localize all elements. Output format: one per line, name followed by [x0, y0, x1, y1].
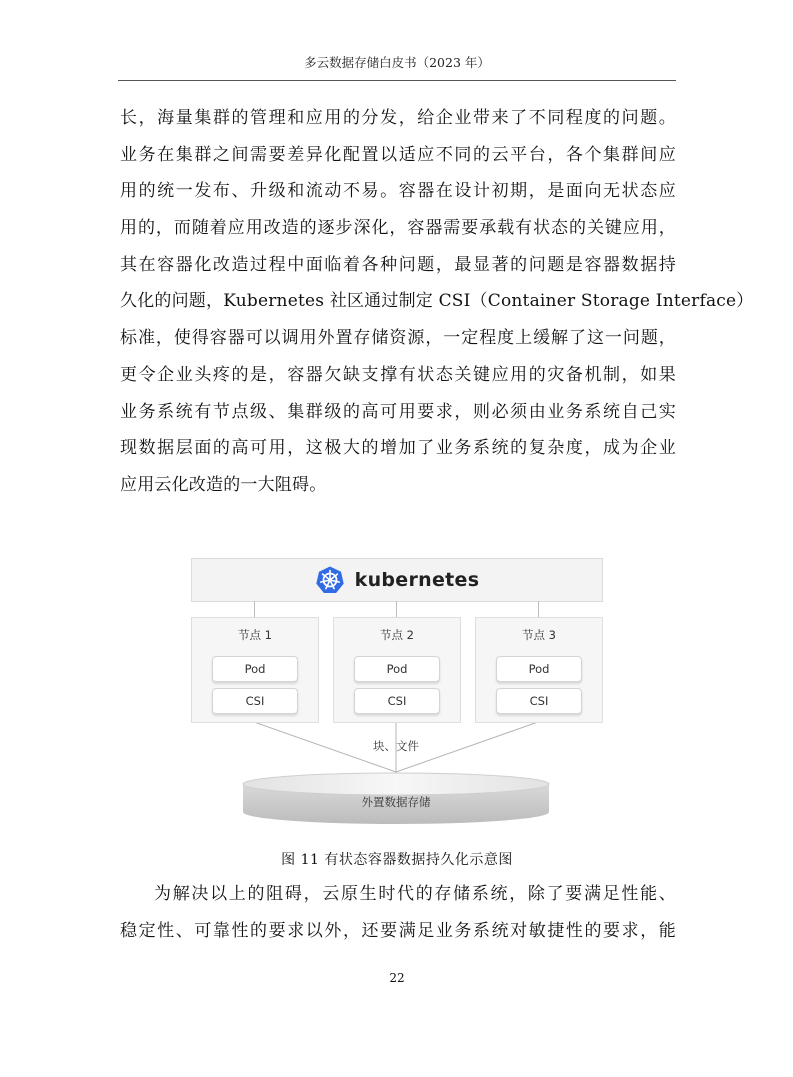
pod-box: Pod: [354, 656, 440, 682]
text-line: 应用云化改造的一大阻碍。: [120, 474, 327, 495]
page-number: 22: [389, 971, 405, 985]
text-line: 现数据层面的高可用，这极大的增加了业务系统的复杂度，成为企业: [120, 438, 676, 459]
paragraph-2: [120, 876, 676, 949]
pod-box: Pod: [212, 656, 298, 682]
connector-line: [254, 601, 255, 617]
text-line: 为解决以上的阻碍，云原生时代的存储系统，除了要满足性能、: [154, 884, 676, 904]
text-line: 稳定性、可靠性的要求以外，还要满足业务系统对敏捷性的要求，能: [120, 920, 676, 941]
text-line: 其在容器化改造过程中面临着各种问题，最显著的问题是容器数据持: [120, 254, 676, 275]
text-line: 用的，而随着应用改造的逐步深化，容器需要承载有状态的关键应用，: [120, 218, 676, 239]
node-title: 节点 1: [238, 628, 272, 642]
text-line: 久化的问题，Kubernetes 社区通过制定 CSI（Container Storage Interface）: [120, 291, 754, 312]
connector-line: [538, 601, 539, 617]
kubernetes-banner: [191, 558, 603, 602]
paragraph-1: [120, 100, 754, 504]
csi-box: CSI: [354, 688, 440, 714]
node-2-box: [333, 617, 461, 723]
io-type-label: 块、文件: [373, 739, 419, 753]
header-divider: [118, 80, 676, 81]
node-1-box: [191, 617, 319, 723]
text-line: 业务在集群之间需要差异化配置以适应不同的云平台，各个集群间应: [120, 144, 676, 165]
page-header: 多云数据存储白皮书（2023 年）: [304, 55, 490, 70]
text-line: 标准，使得容器可以调用外置存储资源，一定程度上缓解了这一问题，: [120, 328, 676, 349]
pod-box: Pod: [496, 656, 582, 682]
csi-box: CSI: [212, 688, 298, 714]
connector-line: [396, 601, 397, 617]
storage-label: 外置数据存储: [361, 795, 431, 809]
stateful-container-diagram: [191, 558, 603, 826]
text-line: 用的统一发布、升级和流动不易。容器在设计初期，是面向无状态应: [120, 181, 676, 202]
node-title: 节点 3: [522, 628, 556, 642]
csi-box: CSI: [496, 688, 582, 714]
kubernetes-helm-icon: [315, 565, 345, 595]
text-line: 更令企业头疼的是，容器欠缺支撑有状态关键应用的灾备机制，如果: [120, 364, 676, 385]
text-line: 业务系统有节点级、集群级的高可用要求，则必须由业务系统自己实: [120, 401, 676, 422]
figure-caption: 图 11 有状态容器数据持久化示意图: [281, 852, 513, 868]
kubernetes-wordmark: kubernetes: [354, 569, 480, 591]
text-line: 长，海量集群的管理和应用的分发，给企业带来了不同程度的问题。: [120, 108, 676, 128]
node-3-box: [475, 617, 603, 723]
node-title: 节点 2: [380, 628, 414, 642]
